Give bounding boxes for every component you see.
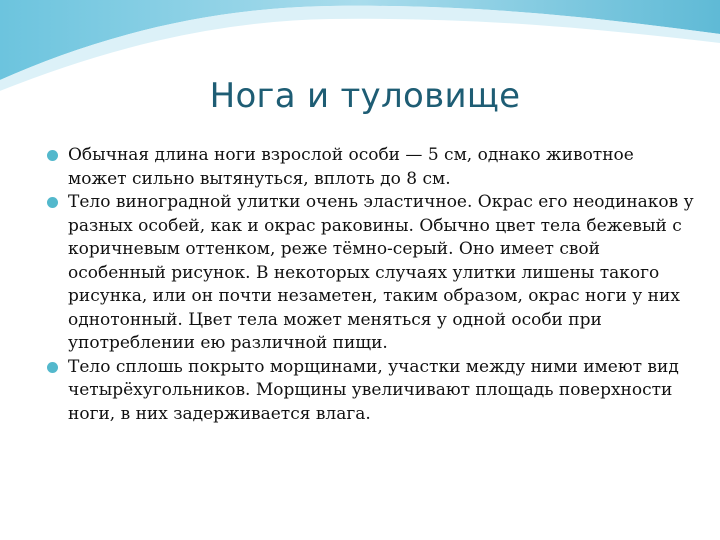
bullet-dot-icon [47, 150, 58, 161]
bullet-item [46, 356, 696, 427]
bullet-dot-icon [47, 197, 58, 208]
bullet-item [46, 191, 696, 356]
bullet-item [46, 144, 696, 191]
slide-title: Нога и туловище [209, 76, 521, 116]
bullet-dot-icon [47, 362, 58, 373]
bullet-text: Тело сплошь покрыто морщинами, участки между ними имеют вид четырёхугольников. Морщины увеличивают площадь поверхности ноги, в них задерживается влага. [68, 356, 679, 424]
bullet-text: Тело виноградной улитки очень эластичное. Окрас его неодинаков у разных особей, как и окрас раковины. Обычно цвет тела бежевый с коричневым оттенком, реже тёмно-серый. Оно имеет свой особенный рисунок. В некоторых случаях улитки лишены такого рисунка, или он почти незаметен, таким образом, окрас ноги у них однотонный. Цвет тела может меняться у одной особи при употреблении ею различной пищи. [68, 192, 694, 353]
bullet-text: Обычная длина ноги взрослой особи — 5 см, однако животное может сильно вытянуться, вплоть до 8 см. [68, 145, 634, 189]
bullet-list [46, 144, 696, 426]
